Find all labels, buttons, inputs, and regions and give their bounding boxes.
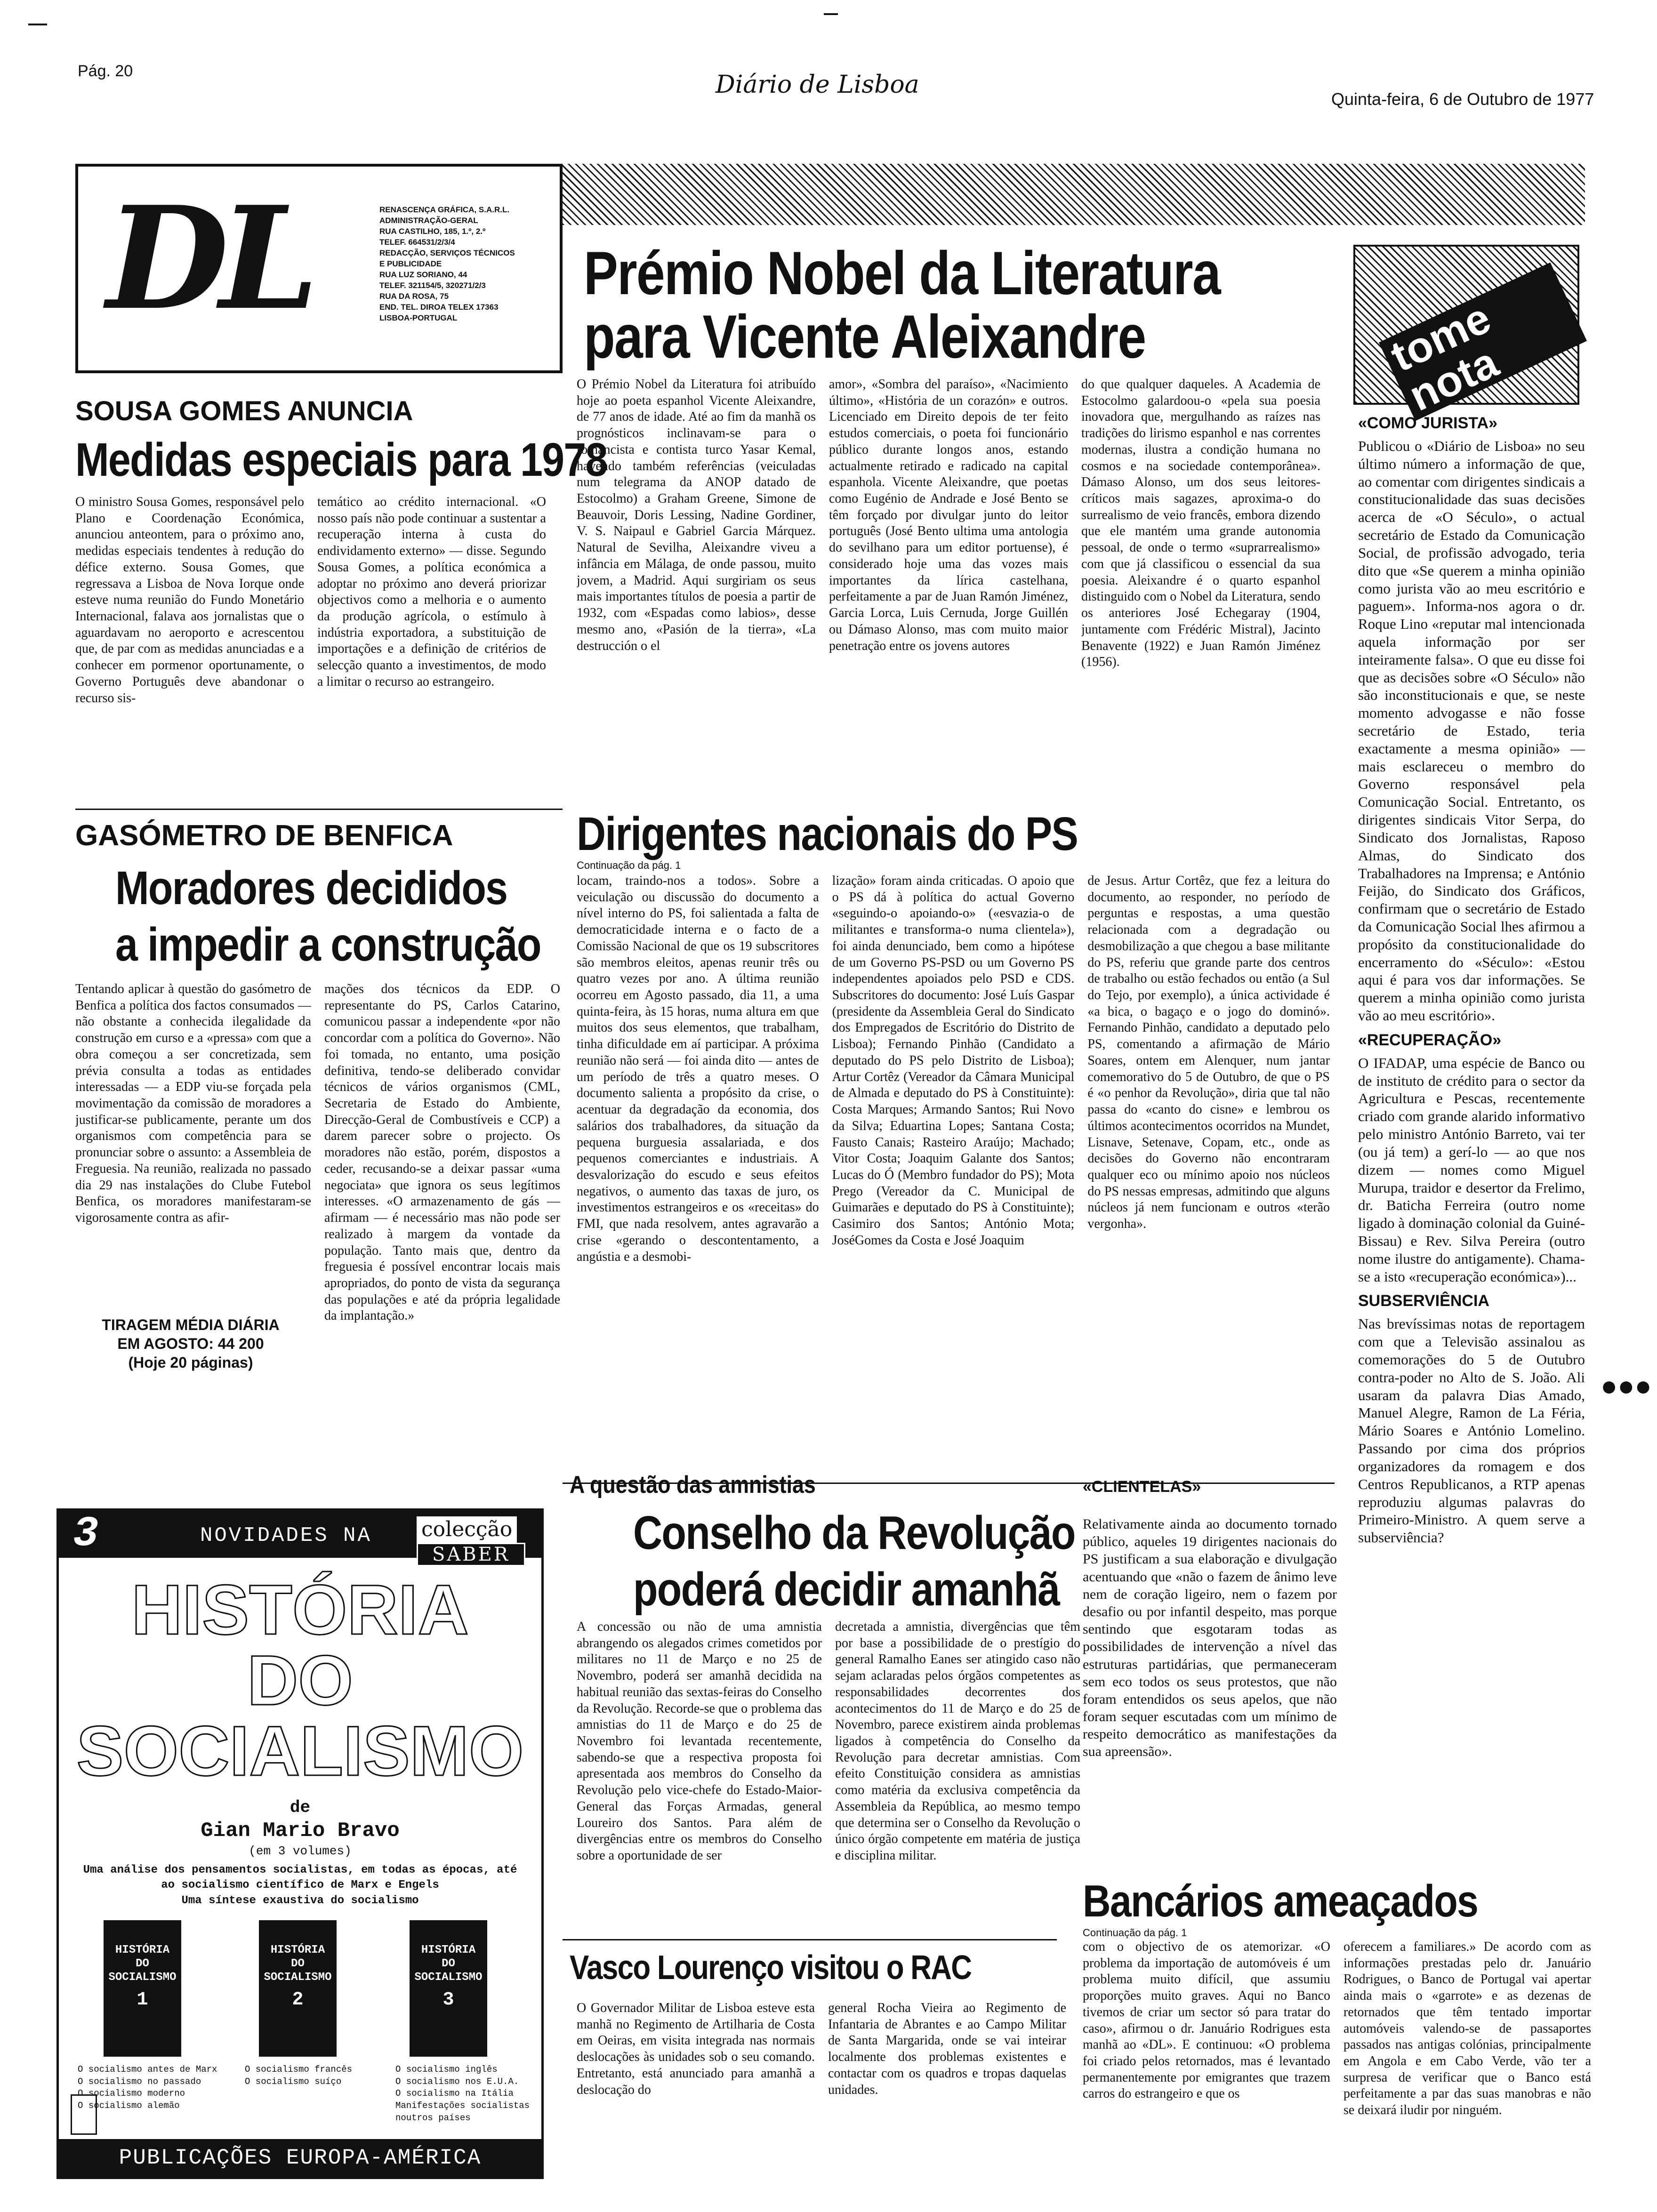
tome-s2-text: O IFADAP, uma espécie de Banco ou de instituto de crédito para o sector da Agricultura e Pescas, recentemente criado com grande alarido informativo pelo ministro António Barreto, vai ter (ou já tem) a gerí-lo — ao que nos dizem — nomes como Miguel Murupa, traidor e desertor da Frelimo, dr. Baticha Ferreira (outro nome ligado à dominação colonial da Guiné-Bissau) e Rev. Silva Pereira (outro nome ilustre do antigamente). Chama-se a isto «recuperação económica»)... [1358,1054,1585,1285]
tome-nota-label: tome nota [1379,263,1587,421]
amnistia-col2: decretada a amnistia, divergências que têm por base a possibilidade de o prestígio do general Ramalho Eanes ser atingido caso não sejam aclaradas pelos órgãos competentes as responsabilidades decorrentes dos acontecimentos do 11 de Março e do 25 de Novembro, parece existirem ainda problemas ligados à competência do Conselho da Revolução para decretar amnistias. Com efeito Constituição considera as amnistias como matéria da exclusiva competência da Assembleia da República, ao mesmo tempo que determina ser o Conselho da Revolução o único órgão competente em matéria de justiça e disciplina militar. [835,1619,1080,1863]
ps-col3: de Jesus. Artur Cortêz, que fez a leitura do documento, ao responder, no período de perguntas e respostas, a uma questão relacionada com a degradação ou desmobilização a que chegou a base militante do PS, referiu que grande parte dos centros de trabalho ou estão fechados ou então (a Sul do Tejo, por exemplo), a única actividade é «a bica, o bagaço e o jogo do dominó». Fernando Pinhão, candidato a deputado pelo PS, comentando a afirmação de Mário Soares, ontem em Alenquer, num jantar comemorativo do 5 de Outubro, de que o PS é «o penhor da Revolução», diria que tal não passa do «canto do cisne» e lembrou os últimos acontecimentos ocorridos na Mundet, Lisnave, Setenave, Copam, etc., onde as decisões do Governo não encontraram qualquer eco ou mínimo apoio nos núcleos do PS nessas empresas, admitindo que alguns núcleos já nem funcionam e outros «terão vergonha». [1087,874,1330,1232]
gas-col1: Tentando aplicar à questão do gasómetro de Benfica a política dos factos consumados — não obstante a conhecida ilegalidade da construção em curso e a «pressa» com que a obra começou a ser concretizada, sem prévia consulta a todas as entidades interessadas — a EDP viu-se forçada pela movimentação da comissão de moradores a justificar-se publicamente, perante um dos organismos com competência para se pronunciar sobre o assunto: a Assembleia de Freguesia. Na reunião, realizada no passado dia 29 nas instalações do Clube Futebol Benfica, os moradores manifestaram-se vigorosamente contra as afir- [75,982,311,1226]
tome-s1-title: «COMO JURISTA» [1358,414,1497,432]
banc-col1: com o objectivo de os atemorizar. «O problema da importação de automóveis é um problema muito difícil, que assumiu proporções muito graves. Aqui no Banco tivemos de criar um sector só para tratar do caso», afirmou o dr. Januário Rodrigues esta manhã ao «DL». E continuou: «O problema foi criado pelos retornados, mas é levantado permanentemente por emigrantes que trazem carros do estrangeiro e que os [1083,1940,1330,2101]
ad-saber: SABER [417,1543,525,1566]
banc-headline: Bancários ameaçados [1083,1876,1478,1926]
ad-novidades: NOVIDADES NA [200,1524,372,1547]
tome-s3-text: Nas brevíssimas notas de reportagem com que a Televisão assinalou as comemorações do 5 de Outubro contra-poder no Alto de S. João. Ali usaram da palavra Dias Amado, Manuel Alegre, Ramon de La Féria, Mário Soares e António Lomelino. Passando por cima dos próprios organizadores da romagem e dos Centros Republicanos, a RTP apenas reproduziu algumas palavras do Primeiro-Ministro. A quem serve a subserviência? [1358,1315,1585,1546]
ad-title-1: HISTÓRIA [131,1570,469,1649]
ps-headline: Dirigentes nacionais do PS [577,808,1078,860]
amnistia-headline-2: poderá decidir amanhã [633,1563,1060,1616]
ad-publisher-logo [71,2094,97,2135]
vasco-col2: general Rocha Vieira ao Regimento de Infantaria de Abrantes e ao Campo Militar de Santa Margarida, onde se vai inteirar localmente dos problemas existentes e contactar com os quadros e tropas daquelas unidades. [828,2001,1066,2097]
ad-volumes: (em 3 volumes) [249,1844,352,1858]
tiragem-box: TIRAGEM MÉDIA DIÁRIA EM AGOSTO: 44 200 (Hoje 20 páginas) [102,1316,280,1371]
continue-dots: ●●● [1601,1370,1652,1402]
page-date: Quinta-feira, 6 de Outubro de 1977 [1331,89,1594,109]
ad-title-3: SOCIALISMO [76,1711,524,1790]
ps-continuation: Continuação da pág. 1 [577,859,681,871]
nobel-col3: do que qualquer daqueles. A Academia de Estocolmo galardoou-o «pela sua poesia inovadora que, mergulhando as raízes nas tradições do lirismo espanhol e nas correntes modernas, ilustra a condição humana no cosmos e na sociedade contemporânea». Dámaso Alonso, um dos seus leitores-críticos mais sagazes, aproxima-o do surrealismo de veio francês, embora dizendo que ele mantém uma grande autonomia pessoal, de onde o termo «suprarrealismo» com que já classificou o essencial da sua poesia. Aleixandre é o quarto espanhol distinguido com o Nobel da Literatura, sendo os anteriores José Echegaray (1904, juntamente com Frédéric Mistral), Jacinto Benavente (1922) e Juan Ramón Jiménez (1956). [1081,377,1320,670]
tome-nota-box [1353,245,1589,1878]
dl-box [75,164,563,373]
banc-continuation: Continuação da pág. 1 [1083,1927,1187,1939]
ad-colecao: colecção [417,1516,517,1543]
clientelas-text: Relativamente ainda ao documento tornado público, aqueles 19 dirigentes nacionais do PS justificam a sua elaboração e divulgação acentuando que «não o fazem de ânimo leve nem de coração ligeiro, nem o fazem por desafio ou por infantil despeito, mas porque sentindo que esgotaram todas as possibilidades de intervenção a nível das estruturas partidárias, que permaneceram sem eco todos os seus protestos, que não foram entendidos os seus apelos, que não foram sequer escutadas com um mínimo de respeito democrático as manifestações da sua apreensão». [1083,1516,1337,1760]
ad-description: Uma análise dos pensamentos socialistas, em todas as épocas, até ao socialismo científico de Marx e Engels Uma síntese exaustiva do socialismo [83,1864,517,1907]
ad-number-badge: 3 [73,1510,99,1558]
dl-info: RENASCENÇA GRÁFICA, S.A.R.L. ADMINISTRAÇÃO-GERAL RUA CASTILHO, 185, 1.º, 2.º TELEF. 664531/2/3/4 REDACÇÃO, SERVIÇOS TÉCNICOS E PUBLICIDADE RUA LUZ SORIANO, 44 TELEF. 321154/5, 320271/2/3 RUA DA ROSA, 75 END. TEL. DIROA TELEX 17363 LISBOA-PORTUGAL [379,205,515,322]
sousa-col2: temático ao crédito internacional. «O nosso país não pode continuar a sustentar a recuperação interna à custa do endividamento externo» — disse. Segundo Sousa Gomes, a política económica a adoptar no próximo ano deverá priorizar objectivos como a melhoria e o aumento da produção agrícola, o estímulo à indústria exportadora, a substituição de importações e a definição de critérios de selecção quanto a investimentos, de modo a limitar o recurso ao estrangeiro. [317,495,546,689]
nobel-col1: O Prémio Nobel da Literatura foi atribuído hoje ao poeta espanhol Vicente Aleixandre, de 77 anos de idade. Até ao fim da manhã os prognósticos inclinavam-se para o romancista e contista turco Yasar Kemal, havendo também referências (veiculadas num telegrama da ANOP datado de Estocolmo) a Graham Greene, Simone de Beauvoir, Doris Lessing, Nadine Gordiner, V. S. Naipaul e Gabriel Garcia Márquez. Natural de Sevilha, Aleixandre viveu a infância em Málaga, de onde passou, muito jovem, a Madrid. Aqui surgiriam os seus mais importantes títulos de poesia a partir de 1932, com «Espadas como labios», desse mesmo ano, «Pasión de la tierra», «La destrucción o el [577,377,816,653]
ad-list-2: O socialismo francês O socialismo suíço [245,2064,353,2087]
gas-kicker: GASÓMETRO DE BENFICA [75,819,453,852]
amnistia-headline-1: Conselho da Revolução [633,1507,1075,1559]
vasco-col1: O Governador Militar de Lisboa esteve esta manhã no Regimento de Artilharia de Costa em Oeiras, em visita integrada nas normais deslocações às unidades sob o seu comando. Entretanto, está anunciado para amanhã a deslocação do [577,2001,815,2097]
sousa-kicker: SOUSA GOMES ANUNCIA [75,396,413,426]
page-number: Pág. 20 [78,62,133,80]
nobel-col2: amor», «Sombra del paraíso», «Nacimiento último», «História de un corazón» e outros. Licenciado em Direito depois de ter feito estudos comerciais, o poeta foi funcionário público durante longos anos, estando actualmente retirado e radicado na capital espanhola. Vicente Aleixandre, que poetas como Eugénio de Andrade e José Bento se têm forçado por divulgar junto do leitor português (José Bento ultima uma antologia do sevilhano para um editor portuense), é considerado hoje uma das vozes mais importantes da lírica castelhana, perfeitamente a par de Juan Ramón Jiménez, Garcia Lorca, Luis Cernuda, Jorge Guillén ou Dámaso Alonso, mas com muito maior penetração entre os jovens autores [829,377,1068,653]
ad-book-3: HISTÓRIA DO SOCIALISMO 3 [410,1920,487,2057]
amnistia-kicker: A questão das amnistias [570,1471,816,1499]
ad-list-3: O socialismo inglês O socialismo nos E.U.A. O socialismo na Itália Manifestações socialistas noutros países [395,2064,530,2123]
ps-col2: lização» foram ainda criticadas. O apoio que o PS dá à política do actual Governo «seguindo-o apoiando-o» («esvazia-o de militantes e transforma-o numa clientela»), foi ainda denunciado, bem como a hipótese de um Governo PS-PSD ou um Governo PS independentes apoiados pelo PSD e CDS. Subscritores do documento: José Luís Gaspar (presidente da Assembleia Geral do Sindicato dos Empregados de Escritório do Distrito de Lisboa); Fernando Pinhão (Candidato a deputado do PS pelo Distrito de Lisboa); Artur Cortêz (Vereador da Câmara Municipal de Almada e deputado do PS à Constituinte): Costa Marques; Armando Santos; Rui Novo da Silva; Eduartina Lopes; Santana Costa; Fausto Canais; Rasteiro Araújo; Machado; Vitor Costa; Joaquim Galante dos Santos; Lucas do Ó (Membro fundador do PS); Mota Prego (Vereador da C. Municipal de Guimarães e deputado do PS à Constituinte); Casimiro dos Santos; António Mota; JoséGomes da Costa e José Joaquim [832,874,1075,1248]
ad-author: Gian Mario Bravo [201,1819,400,1843]
sousa-headline: Medidas especiais para 1978 [75,433,607,486]
amnistia-col1: A concessão ou não de uma amnistia abrangendo os alegados crimes cometidos por militares no 11 de Março e no 25 de Novembro, poderá ser amanhã decidida na habitual reunião das sextas-feiras do Conselho da Revolução. Recorde-se que o problema das amnistias do 11 de Março e do 25 de Novembro foi levantada recentemente, sabendo-se que a respectiva proposta foi apresentada aos membros do Conselho da Revolução pelo vice-chefe do Estado-Maior-General das Forças Armadas, general Loureiro dos Santos. Para além de divergências entre os membros do Conselho sobre a oportunidade de ser [577,1619,822,1863]
ad-book-1: HISTÓRIA DO SOCIALISMO 1 [104,1920,181,2057]
tome-s2-title: «RECUPERAÇÃO» [1358,1031,1502,1049]
tome-s3-title: SUBSERVIÊNCIA [1358,1292,1489,1310]
hatch-banner [563,164,1585,225]
ad-de: de [290,1798,311,1817]
ps-col1: locam, traindo-nos a todos». Sobre a veiculação ou discussão do documento a nível interno do PS, foi salientada a falta de democraticidade interna e o facto de a Comissão Nacional de que os 19 subscritores são membros eleitos, apenas reunir três ou quatro vezes por ano. A última reunião ocorreu em Agosto passado, dia 11, a uma quinta-feira, às 15 horas, numa altura em que muitos dos seus elementos, que trabalham, tinha dificuldade em aí participar. A próxima reunião não será — foi ainda dito — antes de um período de três a quatro meses. O documento salienta a propósito da crise, o acentuar da degradação da economia, dos salários dos trabalhadores, da situação da pequena burguesia assalariada, e dos pequenos comerciantes e industriais. A desvalorização do escudo e seus efeitos negativos, o aumento das taxas de juro, os investimentos estrangeiros e os «receitas» do FMI, que nada resolvem, antes agravarão a crise «gerando o descontentamento, a angústia e a desmobi- [577,874,819,1264]
gas-headline-1: Moradores decididos [115,862,507,914]
tome-nota-banner [1353,245,1579,420]
ad-list-1: O socialismo antes de Marx O socialismo no passado O socialismo moderno O socialismo alemão [78,2064,217,2111]
nobel-headline-1: Prémio Nobel da Literatura [584,239,1220,307]
sousa-col1: O ministro Sousa Gomes, responsável pelo Plano e Coordenação Económica, anunciou anteontem, para o próximo ano, medidas especiais tendentes à redução do défice externo. Sousa Gomes, que regressava a Lisboa de Nova Iorque onde esteve numa reunião do Fundo Monetário Internacional, falava aos jornalistas que o aguardavam no aeroporto e acrescentou que, de par com as medidas anunciadas e a conhecer em pormenor oportunamente, o Governo Português deve abandonar o recurso sis- [75,495,304,705]
masthead: Diário de Lisboa [716,71,919,99]
ad-box [56,1508,544,2179]
gas-col2: mações dos técnicos da EDP. O representante do PS, Carlos Catarino, comunicou passar a independente «por não concordar com a política do Governo». Não foi tomada, no entanto, uma posição definitiva, tendo-se deliberado convidar técnicos de vários organismos (CML, Secretaria de Estado do Ambiente, Direcção-Geral de Combustíveis e CCP) a darem parecer sobre o projecto. Os moradores não estão, porém, dispostos a ceder, recusando-se a deixar passar «uma negociata» que ignora os seus legítimos interesses. «O armazenamento de gás — afirmam — é necessário mas não pode ser realizado à margem da vontade da população. Tanto mais que, dentro da freguesia é possível encontrar locais mais apropriados, do ponto de vista da segurança das populações e até da própria legalidade da implantação.» [324,982,560,1323]
tome-s1-text: Publicou o «Diário de Lisboa» no seu último número a informação de que, ao comentar com dirigentes sindicais a constitucionalidade das suas decisões acerca de «O Século», o actual secretário de Estado da Comunicação Social, de profissão advogado, teria dito que «Se querem a minha opinião como jurista vão ao meu escritório e paguem». Informa-nos agora o dr. Roque Lino «reputar mal intencionada aquela informação por ser inteiramente falsa». O que eu disse foi que as decisões sobre «O Século» não são inconstitucionais e que, se neste momento advogasse e não fosse secretário de Estado, teria exactamente a mesma opinião» — mais esclareceu o membro do Governo responsável pela Comunicação Social. Entretanto, os dirigentes sindicais Vitor Serpa, do Sindicato dos Jornalistas, Raposo Almas, do Sindicato dos Trabalhadores na Imprensa; e António Feijão, do Sindicato dos Gráficos, confirmam que o secretário de Estado da Comunicação Social lhes afirmou a propósito da constitucionalidade do encerramento do «Século»: «Estou aqui é para vos dar informações. Se querem a minha opinião como jurista vão ao meu escritório». [1358,438,1585,1024]
ad-title-2: DO [247,1641,353,1720]
ad-publisher: PUBLICAÇÕES EUROPA-AMÉRICA [119,2146,482,2170]
gas-headline-2: a impedir a construção [115,918,541,971]
clientelas-title: «CLIENTELAS» [1083,1478,1201,1496]
nobel-headline-2: para Vicente Aleixandre [584,302,1146,371]
vasco-headline: Vasco Lourenço visitou o RAC [570,1949,972,1987]
ad-book-2: HISTÓRIA DO SOCIALISMO 2 [259,1920,337,2057]
dl-logo: DL [106,175,310,341]
banc-col2: oferecem a familiares.» De acordo com as informações prestadas pelo dr. Januário Rodrigues, o Banco de Portugal vai apertar ainda mais o «garrote» e as dezenas de retornados que têm tentado importar automóveis valendo-se de passaportes passados nas antigas colónias, principalmente em Angola e em Cabo Verde, vão ter a surpresa de verificar que o Banco está perfeitamente a par das suas manobras e não se deixará iludir por ninguém. [1343,1940,1591,2118]
